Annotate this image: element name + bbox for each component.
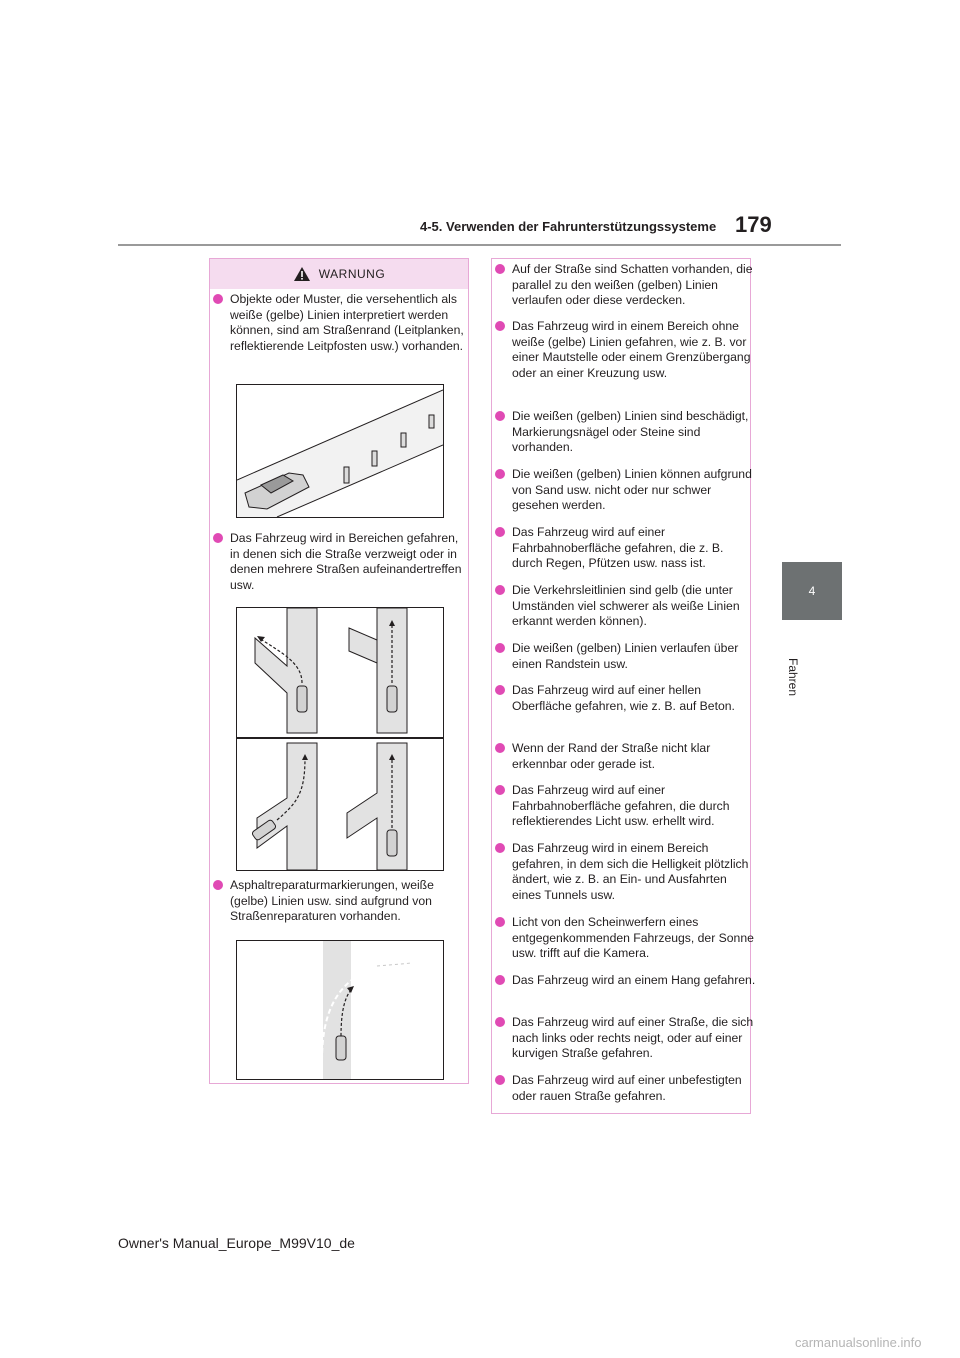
bullet-icon (495, 469, 505, 479)
bullet-icon (495, 685, 505, 695)
illustration-repair-markings (236, 940, 444, 1080)
bullet-icon (213, 294, 223, 304)
bullet-icon (495, 785, 505, 795)
chapter-tab (782, 562, 842, 620)
warning-item: Das Fahrzeug wird in Bereichen gefahren, in denen sich die Straße verzweigt oder in denen mehrere Straßen aufeinandertreffen usw. (213, 531, 470, 593)
bullet-icon (495, 321, 505, 331)
bullet-icon (495, 527, 505, 537)
list-item: Die weißen (gelben) Linien verlaufen über einen Randstein usw. (495, 641, 757, 672)
bullet-icon (495, 1075, 505, 1085)
page-number: 179 (735, 212, 772, 237)
bullet-icon (495, 1017, 505, 1027)
list-item: Licht von den Scheinwerfern eines entgegenkommenden Fahrzeugs, der Sonne usw. trifft auf die Kamera. (495, 915, 757, 962)
warning-header (210, 259, 468, 289)
bullet-icon (495, 843, 505, 853)
warning-triangle-icon (293, 266, 311, 282)
header-rule (118, 244, 841, 246)
chapter-number: 4 (808, 584, 816, 598)
list-item: Das Fahrzeug wird auf einer hellen Oberfläche gefahren, wie z. B. auf Beton. (495, 683, 757, 714)
bullet-icon (495, 975, 505, 985)
warning-title: WARNUNG (318, 267, 386, 281)
list-item: Wenn der Rand der Straße nicht klar erkennbar oder gerade ist. (495, 741, 757, 772)
footer-text: Owner's Manual_Europe_M99V10_de (118, 1235, 355, 1251)
illustration-roadside-objects (236, 384, 444, 518)
bullet-icon (213, 533, 223, 543)
list-item: Das Fahrzeug wird auf einer Fahrbahnoberfläche gefahren, die z. B. durch Regen, Pfützen usw. nass ist. (495, 525, 757, 572)
list-item: Das Fahrzeug wird in einem Bereich ohne weiße (gelbe) Linien gefahren, wie z. B. vor einer Mautstelle oder einem Grenzübergang oder an einer Kreuzung usw. (495, 319, 757, 381)
bullet-icon (495, 917, 505, 927)
section-title: 4-5. Verwenden der Fahrunterstützungssysteme (420, 219, 717, 234)
bullet-icon (495, 743, 505, 753)
bullet-icon (495, 643, 505, 653)
illustration-road-forks (236, 607, 444, 871)
bullet-icon (495, 585, 505, 595)
list-item: Das Fahrzeug wird in einem Bereich gefahren, in dem sich die Helligkeit plötzlich ändert, wie z. B. an Ein- und Ausfahrten eines Tunnels usw. (495, 841, 757, 903)
warning-item: Objekte oder Muster, die versehentlich als weiße (gelbe) Linien interpretiert werden können, sind am Straßenrand (Leitplanken, reflektierende Leitpfosten usw.) vorhanden. (213, 292, 470, 354)
warning-item: Asphaltreparaturmarkierungen, weiße (gelbe) Linien usw. sind aufgrund von Straßenreparaturen vorhanden. (213, 878, 470, 925)
chapter-label: Fahren (786, 658, 800, 697)
list-item: Das Fahrzeug wird auf einer Fahrbahnoberfläche gefahren, die durch reflektierendes Licht usw. erhellt wird. (495, 783, 757, 830)
list-item: Das Fahrzeug wird auf einer unbefestigten oder rauen Straße gefahren. (495, 1073, 757, 1104)
list-item: Auf der Straße sind Schatten vorhanden, die parallel zu den weißen (gelben) Linien verlaufen oder diese verdecken. (495, 262, 757, 309)
list-item: Die Verkehrsleitlinien sind gelb (die unter Umständen viel schwerer als weiße Linien erkannt werden können). (495, 583, 757, 630)
bullet-icon (495, 411, 505, 421)
watermark: carmanualsonline.info (795, 1335, 922, 1350)
list-item: Die weißen (gelben) Linien können aufgrund von Sand usw. nicht oder nur schwer gesehen werden. (495, 467, 757, 514)
bullet-icon (213, 880, 223, 890)
bullet-icon (495, 264, 505, 274)
list-item: Das Fahrzeug wird an einem Hang gefahren. (495, 973, 757, 989)
list-item: Das Fahrzeug wird auf einer Straße, die sich nach links oder rechts neigt, oder auf einer kurvigen Straße gefahren. (495, 1015, 757, 1062)
list-item: Die weißen (gelben) Linien sind beschädigt, Markierungsnägel oder Steine sind vorhanden. (495, 409, 757, 456)
